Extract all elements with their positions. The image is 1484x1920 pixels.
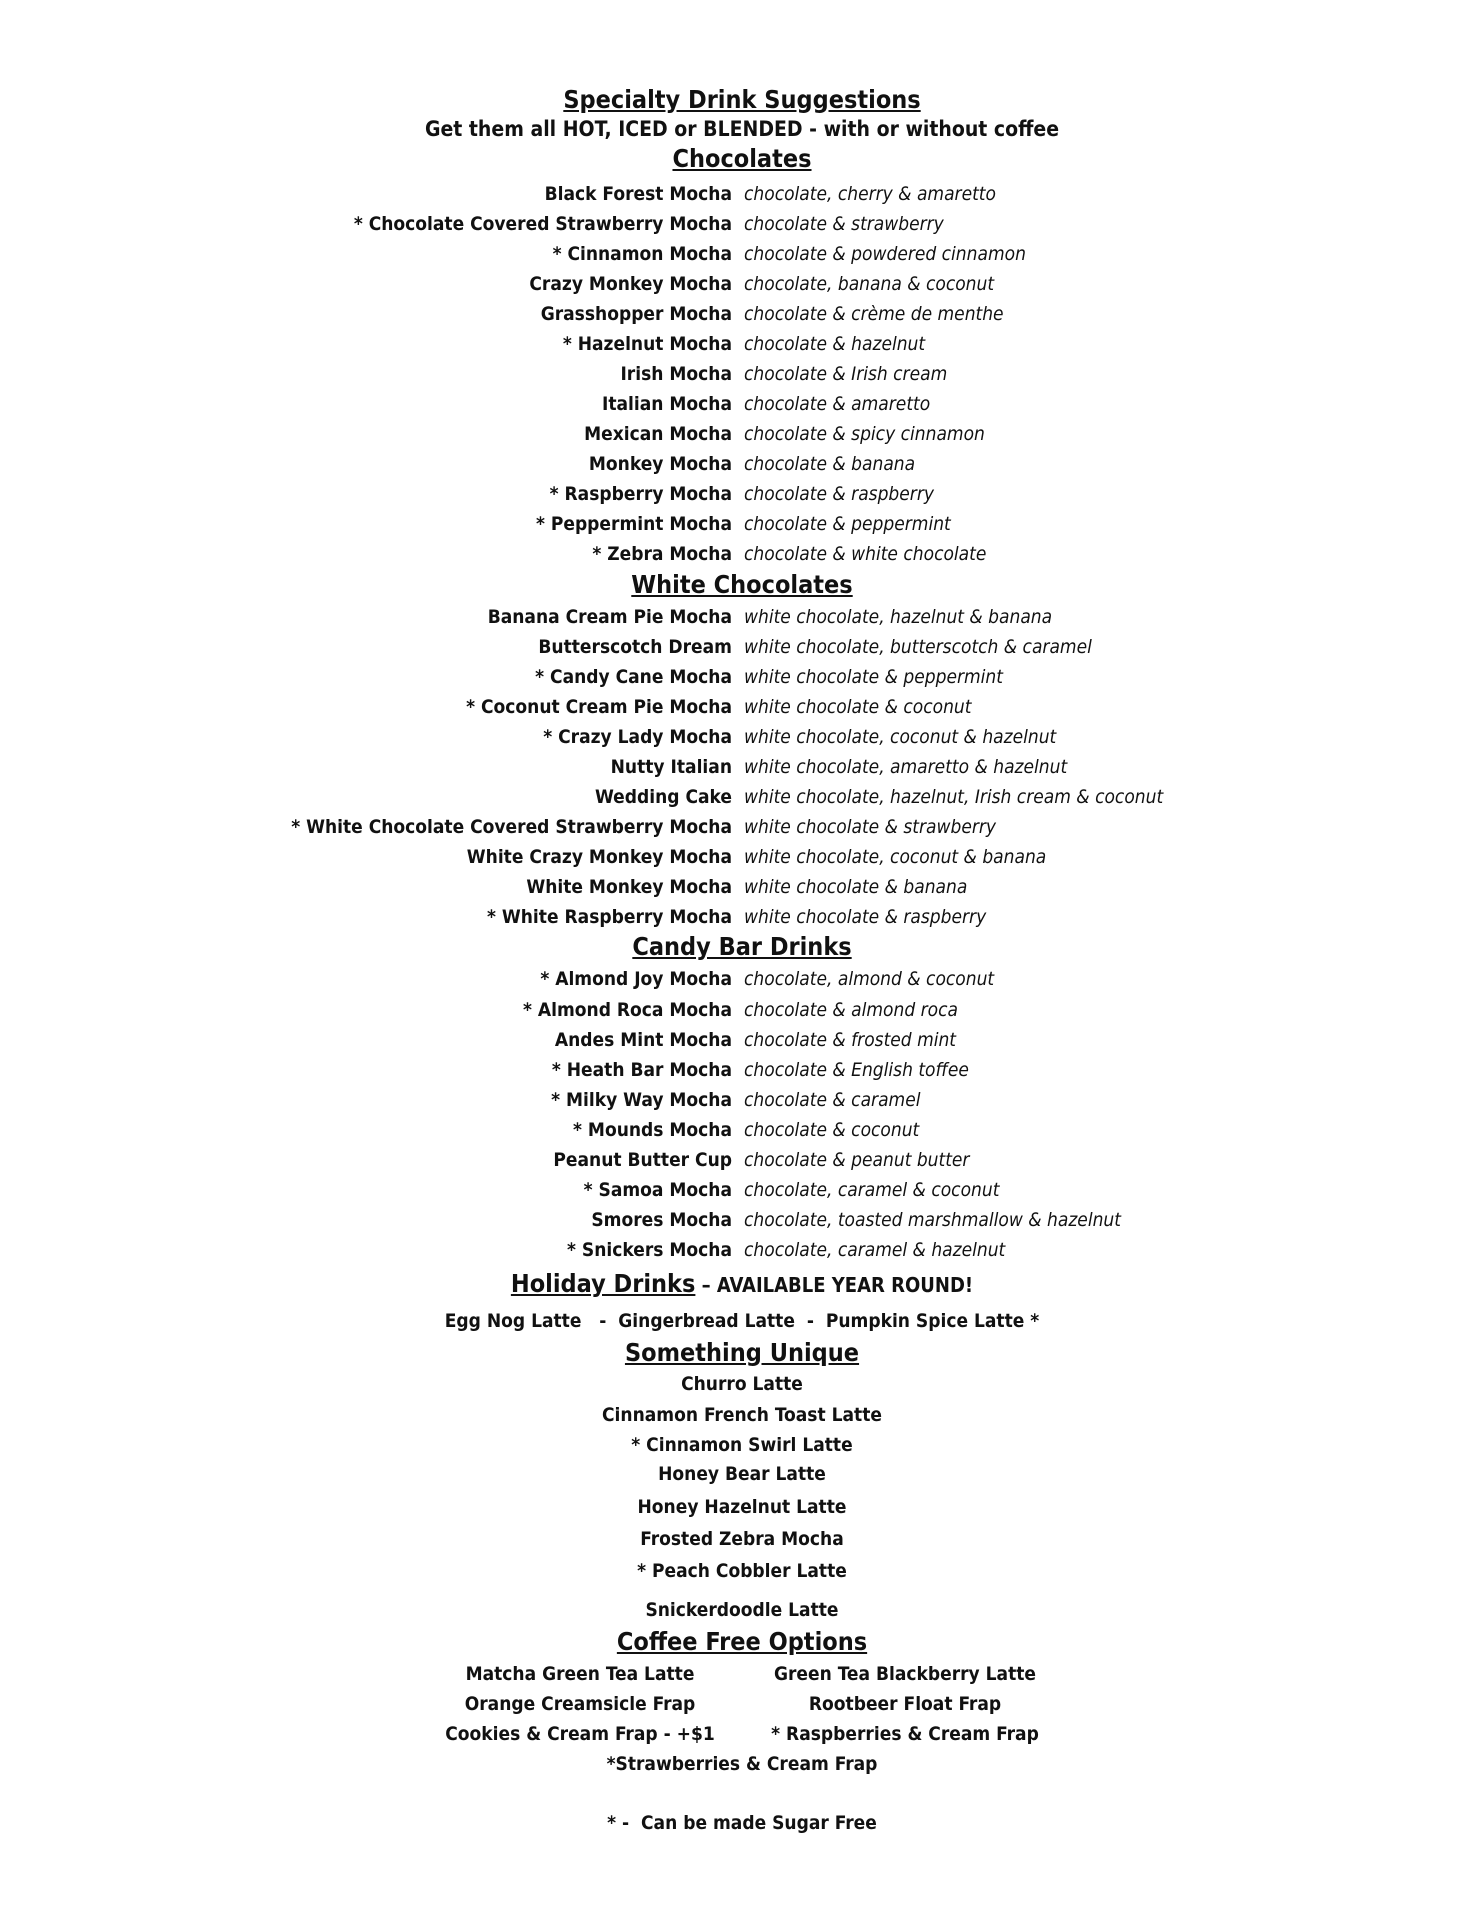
item-name: * Almond Roca Mocha bbox=[523, 999, 732, 1021]
menu-item bbox=[0, 359, 1484, 389]
section-heading-unique: Something Unique bbox=[624, 1338, 860, 1367]
section-heading-candy-bar: Candy Bar Drinks bbox=[632, 932, 852, 961]
item-name: * Heath Bar Mocha bbox=[551, 1059, 732, 1081]
item-name: Wedding Cake bbox=[595, 786, 732, 808]
item-name: * Mounds Mocha bbox=[573, 1119, 732, 1141]
list-item: Snickerdoodle Latte bbox=[645, 1599, 839, 1621]
menu-item bbox=[0, 389, 1484, 419]
item-name: Butterscotch Dream bbox=[538, 636, 732, 658]
item-name: Italian Mocha bbox=[601, 393, 732, 415]
menu-item bbox=[0, 539, 1484, 569]
item-name: Monkey Mocha bbox=[588, 453, 732, 475]
menu-item bbox=[0, 632, 1484, 662]
item-name: * Samoa Mocha bbox=[583, 1179, 732, 1201]
menu-item bbox=[0, 692, 1484, 722]
list-item: Cinnamon French Toast Latte bbox=[602, 1404, 882, 1426]
menu-item bbox=[0, 239, 1484, 269]
menu-item bbox=[0, 872, 1484, 902]
menu-item bbox=[0, 812, 1484, 842]
menu-item bbox=[0, 842, 1484, 872]
menu-item bbox=[0, 1055, 1484, 1085]
item-description: chocolate, banana & coconut bbox=[744, 273, 995, 295]
list-item: * Peach Cobbler Latte bbox=[637, 1560, 847, 1582]
item-name: * Almond Joy Mocha bbox=[540, 968, 732, 990]
menu-item bbox=[0, 209, 1484, 239]
menu-item bbox=[0, 1085, 1484, 1115]
item-description: white chocolate, coconut & banana bbox=[744, 846, 1047, 868]
item-name: White Crazy Monkey Mocha bbox=[466, 846, 732, 868]
item-description: chocolate, cherry & amaretto bbox=[744, 183, 996, 205]
menu-item bbox=[0, 995, 1484, 1025]
item-description: white chocolate & coconut bbox=[744, 696, 972, 718]
item-description: chocolate & peppermint bbox=[744, 513, 951, 535]
section-heading-holiday bbox=[0, 1268, 1484, 1301]
menu-item bbox=[0, 419, 1484, 449]
item-name: * Snickers Mocha bbox=[567, 1239, 732, 1261]
list-item: Honey Bear Latte bbox=[658, 1463, 826, 1485]
menu-item bbox=[0, 1145, 1484, 1175]
holiday-drinks-line: Egg Nog Latte - Gingerbread Latte - Pumpkin Spice Latte * bbox=[444, 1310, 1040, 1332]
holiday-heading-text: Holiday Drinks bbox=[510, 1269, 696, 1298]
item-name: * Zebra Mocha bbox=[592, 543, 732, 565]
section-heading-coffee-free: Coffee Free Options bbox=[616, 1627, 868, 1656]
item-name: * Coconut Cream Pie Mocha bbox=[466, 696, 732, 718]
item-description: white chocolate & banana bbox=[744, 876, 968, 898]
list-item: Honey Hazelnut Latte bbox=[637, 1496, 847, 1518]
item-name: * Peppermint Mocha bbox=[535, 513, 732, 535]
menu-item bbox=[0, 752, 1484, 782]
item-name: * White Raspberry Mocha bbox=[487, 906, 732, 928]
item-description: chocolate, almond & coconut bbox=[744, 968, 995, 990]
menu-item bbox=[0, 602, 1484, 632]
item-description: white chocolate, butterscotch & caramel bbox=[744, 636, 1092, 658]
item-description: chocolate & amaretto bbox=[744, 393, 931, 415]
item-description: chocolate & English toffee bbox=[744, 1059, 969, 1081]
menu-item bbox=[0, 329, 1484, 359]
page-title: Specialty Drink Suggestions bbox=[563, 85, 921, 114]
item-description: chocolate & banana bbox=[744, 453, 916, 475]
item-name: Smores Mocha bbox=[591, 1209, 732, 1231]
item-name: Banana Cream Pie Mocha bbox=[487, 606, 732, 628]
footnote: * - Can be made Sugar Free bbox=[607, 1812, 877, 1834]
page-subtitle: Get them all HOT, ICED or BLENDED - with or without coffee bbox=[424, 117, 1060, 141]
item-name: Irish Mocha bbox=[620, 363, 732, 385]
item-description: chocolate & Irish cream bbox=[744, 363, 948, 385]
item-description: chocolate & caramel bbox=[744, 1089, 921, 1111]
menu-item bbox=[0, 902, 1484, 932]
item-description: white chocolate, hazelnut, Irish cream & coconut bbox=[744, 786, 1164, 808]
item-name: * Chocolate Covered Strawberry Mocha bbox=[353, 213, 732, 235]
list-item: Rootbeer Float Frap bbox=[808, 1693, 1002, 1715]
list-item: Churro Latte bbox=[681, 1373, 803, 1395]
item-name: Andes Mint Mocha bbox=[554, 1029, 732, 1051]
list-item: * Raspberries & Cream Frap bbox=[771, 1723, 1039, 1745]
item-description: chocolate & powdered cinnamon bbox=[744, 243, 1026, 265]
item-description: chocolate & crème de menthe bbox=[744, 303, 1004, 325]
item-description: white chocolate & strawberry bbox=[744, 816, 997, 838]
item-name: Black Forest Mocha bbox=[544, 183, 732, 205]
item-description: chocolate, caramel & hazelnut bbox=[744, 1239, 1006, 1261]
item-name: Nutty Italian bbox=[610, 756, 732, 778]
list-item: *Strawberries & Cream Frap bbox=[606, 1753, 878, 1775]
menu-item bbox=[0, 269, 1484, 299]
menu-item bbox=[0, 179, 1484, 209]
menu-item bbox=[0, 1235, 1484, 1265]
item-name: Peanut Butter Cup bbox=[553, 1149, 732, 1171]
item-description: chocolate & hazelnut bbox=[744, 333, 926, 355]
menu-item bbox=[0, 449, 1484, 479]
item-description: chocolate, caramel & coconut bbox=[744, 1179, 1000, 1201]
item-description: white chocolate & peppermint bbox=[744, 666, 1003, 688]
menu-item bbox=[0, 1205, 1484, 1235]
section-heading-white-chocolates: White Chocolates bbox=[631, 570, 853, 599]
list-item: Cookies & Cream Frap - +$1 bbox=[445, 1723, 715, 1745]
item-description: white chocolate & raspberry bbox=[744, 906, 987, 928]
menu-item bbox=[0, 662, 1484, 692]
item-name: * Cinnamon Mocha bbox=[552, 243, 732, 265]
holiday-heading-suffix: – AVAILABLE YEAR ROUND! bbox=[695, 1273, 974, 1297]
menu-item bbox=[0, 1025, 1484, 1055]
menu-item bbox=[0, 1115, 1484, 1145]
item-description: chocolate & coconut bbox=[744, 1119, 920, 1141]
item-name: Crazy Monkey Mocha bbox=[529, 273, 732, 295]
menu-item bbox=[0, 964, 1484, 994]
list-item: Frosted Zebra Mocha bbox=[640, 1528, 844, 1550]
item-name: * Crazy Lady Mocha bbox=[543, 726, 732, 748]
item-description: chocolate & almond roca bbox=[744, 999, 958, 1021]
menu-item bbox=[0, 1175, 1484, 1205]
item-name: Mexican Mocha bbox=[584, 423, 732, 445]
item-description: white chocolate, hazelnut & banana bbox=[744, 606, 1053, 628]
item-name: * Hazelnut Mocha bbox=[562, 333, 732, 355]
list-item: Orange Creamsicle Frap bbox=[464, 1693, 696, 1715]
menu-item bbox=[0, 299, 1484, 329]
list-item: Matcha Green Tea Latte bbox=[465, 1663, 695, 1685]
list-item: Green Tea Blackberry Latte bbox=[773, 1663, 1037, 1685]
item-description: white chocolate, coconut & hazelnut bbox=[744, 726, 1057, 748]
item-name: White Monkey Mocha bbox=[526, 876, 732, 898]
menu-item bbox=[0, 509, 1484, 539]
menu-item bbox=[0, 479, 1484, 509]
item-description: chocolate & peanut butter bbox=[744, 1149, 970, 1171]
item-description: chocolate & raspberry bbox=[744, 483, 934, 505]
item-description: chocolate, toasted marshmallow & hazelnut bbox=[744, 1209, 1121, 1231]
item-description: chocolate & strawberry bbox=[744, 213, 944, 235]
menu-item bbox=[0, 722, 1484, 752]
item-description: chocolate & frosted mint bbox=[744, 1029, 957, 1051]
menu-item bbox=[0, 782, 1484, 812]
item-name: Grasshopper Mocha bbox=[540, 303, 732, 325]
section-heading-chocolates: Chocolates bbox=[672, 144, 812, 173]
item-description: white chocolate, amaretto & hazelnut bbox=[744, 756, 1068, 778]
item-name: * White Chocolate Covered Strawberry Mocha bbox=[291, 816, 732, 838]
item-name: * Raspberry Mocha bbox=[549, 483, 732, 505]
item-description: chocolate & spicy cinnamon bbox=[744, 423, 985, 445]
list-item: * Cinnamon Swirl Latte bbox=[631, 1434, 853, 1456]
item-name: * Candy Cane Mocha bbox=[535, 666, 732, 688]
item-name: * Milky Way Mocha bbox=[551, 1089, 732, 1111]
item-description: chocolate & white chocolate bbox=[744, 543, 987, 565]
